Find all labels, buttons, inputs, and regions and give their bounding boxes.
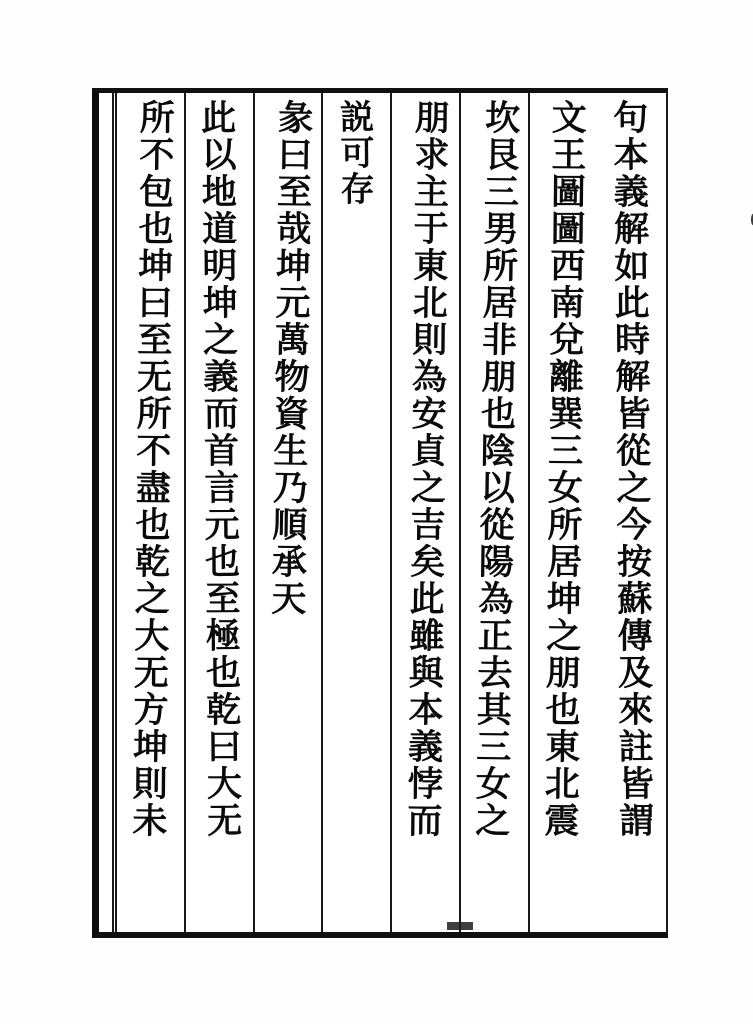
column-text: 彖曰至哉坤元萬物資生乃順承天 [265, 98, 315, 618]
text-column-5 [321, 93, 390, 932]
text-column-3 [459, 93, 528, 932]
text-columns [115, 93, 666, 932]
column-text: 此以地道明坤之義而首言元也至極也乾曰大无 [195, 98, 243, 840]
column-text: 坎艮三男所居非朋也陰以從陽為正去其三女之 [469, 98, 521, 840]
text-column-2 [528, 93, 597, 932]
text-column-4 [390, 93, 459, 932]
column-text: 句本義解如此時解皆從之今按蘇傳及來註皆謂 [607, 98, 655, 840]
inner-border-rule [112, 93, 114, 932]
text-column-6 [253, 93, 322, 932]
text-block-frame [92, 88, 668, 938]
column-text: 朋求主于東北則為安貞之吉矣此雖與本義悖而 [401, 98, 451, 840]
text-column-8 [115, 93, 184, 932]
bottom-ink-mark [447, 922, 473, 930]
text-column-1 [596, 93, 666, 932]
column-text: 所不包也坤曰至无所不盡也乾之大无方坤則未 [126, 98, 176, 840]
column-text: 文王圖圖西南兌離巽三女所居坤之朋也東北震 [539, 98, 588, 840]
text-column-7 [184, 93, 253, 932]
column-text: 説可存 [333, 98, 374, 208]
